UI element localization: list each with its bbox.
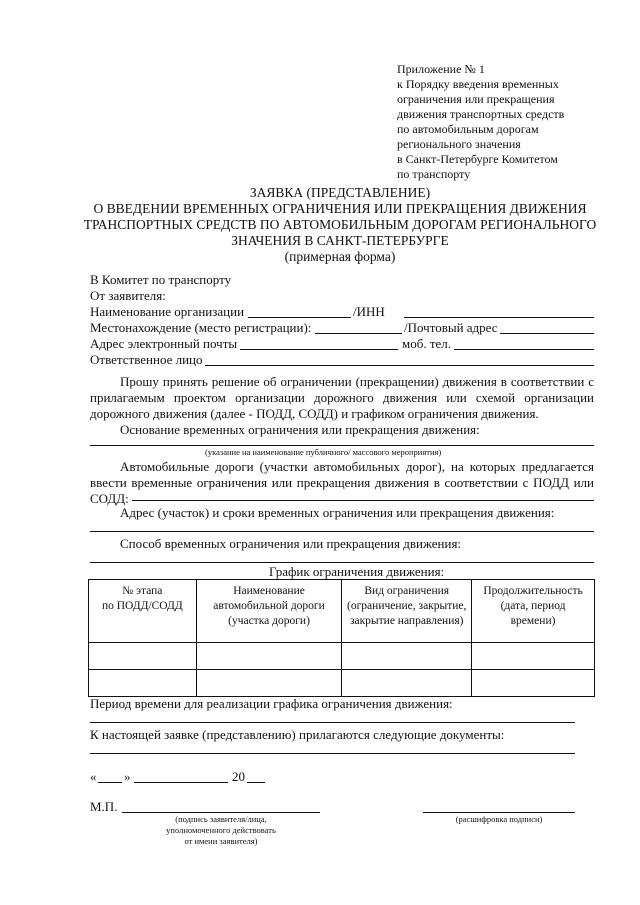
attachments-field[interactable] <box>90 753 575 754</box>
table-cell[interactable] <box>472 643 595 670</box>
table-cell[interactable] <box>196 670 342 697</box>
table-header-row <box>89 580 595 643</box>
responsible-label: Ответственное лицо <box>90 352 203 367</box>
table-row <box>89 670 595 697</box>
date-year-field[interactable] <box>247 782 265 783</box>
decode-field[interactable] <box>423 812 575 813</box>
appendix-line: к Порядку введения временных <box>397 77 559 91</box>
title-line: ТРАНСПОРТНЫХ СРЕДСТВ ПО АВТОМОБИЛЬНЫМ ДОРОГАМ РЕГИОНАЛЬНОГО <box>83 217 597 232</box>
table-cell[interactable] <box>89 643 197 670</box>
basis-hint: (указание на наименование публичного/ массового мероприятия) <box>205 447 442 457</box>
address-label: Адрес (участок) и сроки временных ограничения или прекращения движения: <box>120 505 555 520</box>
addressee: В Комитет по транспорту <box>90 272 232 287</box>
appendix-line: движения транспортных средств <box>397 107 565 121</box>
address-field[interactable] <box>90 531 594 532</box>
date-day-field[interactable] <box>98 782 122 783</box>
date-open-quote: « <box>90 769 97 784</box>
appendix-block <box>397 62 597 182</box>
basis-field[interactable] <box>90 445 594 446</box>
col-header-road: Наименование автомобильной дороги (участка дороги) <box>196 580 342 643</box>
inn-label: /ИНН <box>353 304 385 319</box>
appendix-line: по транспорту <box>397 167 471 181</box>
signature-hint: (подпись заявителя/лица, уполномоченного действовать от имени заявителя) <box>166 814 276 846</box>
table-cell[interactable] <box>89 670 197 697</box>
org-name-label: Наименование организации <box>90 304 245 319</box>
col-header-stage: № этапа по ПОДД/СОДД <box>89 580 197 643</box>
date-month-field[interactable] <box>134 782 228 783</box>
table-cell[interactable] <box>342 670 472 697</box>
from-label: От заявителя: <box>90 288 166 303</box>
postal-field[interactable] <box>500 333 594 334</box>
email-label: Адрес электронный почты <box>90 336 238 351</box>
stamp-label: М.П. <box>90 799 118 814</box>
title-line: О ВВЕДЕНИИ ВРЕМЕННЫХ ОГРАНИЧЕНИЯ ИЛИ ПРЕКРАЩЕНИЯ ДВИЖЕНИЯ <box>93 201 587 216</box>
table-cell[interactable] <box>472 670 595 697</box>
appendix-line: по автомобильным дорогам <box>397 122 539 136</box>
signature-field[interactable] <box>122 812 320 813</box>
basis-label: Основание временных ограничения или прекращения движения: <box>120 422 480 437</box>
request-paragraph: Прошу принять решение об ограничении (прекращении) движения в соответствии с прилагаемым проектом организации дорожного движения или схемой организации дорожного движения (далее - ПОДД, СОДД) и графиком ограничения движения. <box>90 374 594 421</box>
appendix-line: Приложение № 1 <box>397 62 485 76</box>
location-field[interactable] <box>315 333 402 334</box>
appendix-line: регионального значения <box>397 137 521 151</box>
method-field[interactable] <box>90 562 594 563</box>
attachments-label: К настоящей заявке (представлению) прилагаются следующие документы: <box>90 727 505 742</box>
org-name-field[interactable] <box>248 317 351 318</box>
inn-field[interactable] <box>404 317 594 318</box>
document-title <box>60 185 620 265</box>
email-field[interactable] <box>240 349 398 350</box>
col-header-type: Вид ограничения (ограничение, закрытие, закрытие направления) <box>342 580 472 643</box>
title-subtitle: (примерная форма) <box>284 249 396 264</box>
location-label: Местонахождение (место регистрации): <box>90 320 312 335</box>
mobile-label: моб. тел. <box>402 336 452 351</box>
period-label: Период времени для реализации графика ограничения движения: <box>90 696 453 711</box>
appendix-line: в Санкт-Петербурге Комитетом <box>397 152 558 166</box>
schedule-caption: График ограничения движения: <box>269 564 445 579</box>
postal-label: /Почтовый адрес <box>404 320 498 335</box>
table-cell[interactable] <box>342 643 472 670</box>
mobile-field[interactable] <box>454 349 594 350</box>
decode-hint: (расшифровка подписи) <box>455 814 543 824</box>
date-close-quote: » <box>124 769 131 784</box>
table-row <box>89 643 595 670</box>
roads-field[interactable] <box>132 500 594 501</box>
schedule-table <box>88 579 595 697</box>
appendix-line: ограничения или прекращения <box>397 92 555 106</box>
title-line: ЗАЯВКА (ПРЕДСТАВЛЕНИЕ) <box>249 185 431 200</box>
table-cell[interactable] <box>196 643 342 670</box>
col-header-duration: Продолжительность (дата, период времени) <box>472 580 595 643</box>
responsible-field[interactable] <box>205 365 594 366</box>
period-field[interactable] <box>90 722 575 723</box>
method-label: Способ временных ограничения или прекращения движения: <box>120 536 462 551</box>
roads-paragraph: Автомобильные дороги (участки автомобильных дорог), на которых предлагается ввести временные ограничения или прекращения движения в соответствии с ПОДД или СОДД: <box>90 459 594 506</box>
date-year-prefix: 20 <box>232 769 245 784</box>
title-line: ЗНАЧЕНИЯ В САНКТ-ПЕТЕРБУРГЕ <box>231 233 449 248</box>
